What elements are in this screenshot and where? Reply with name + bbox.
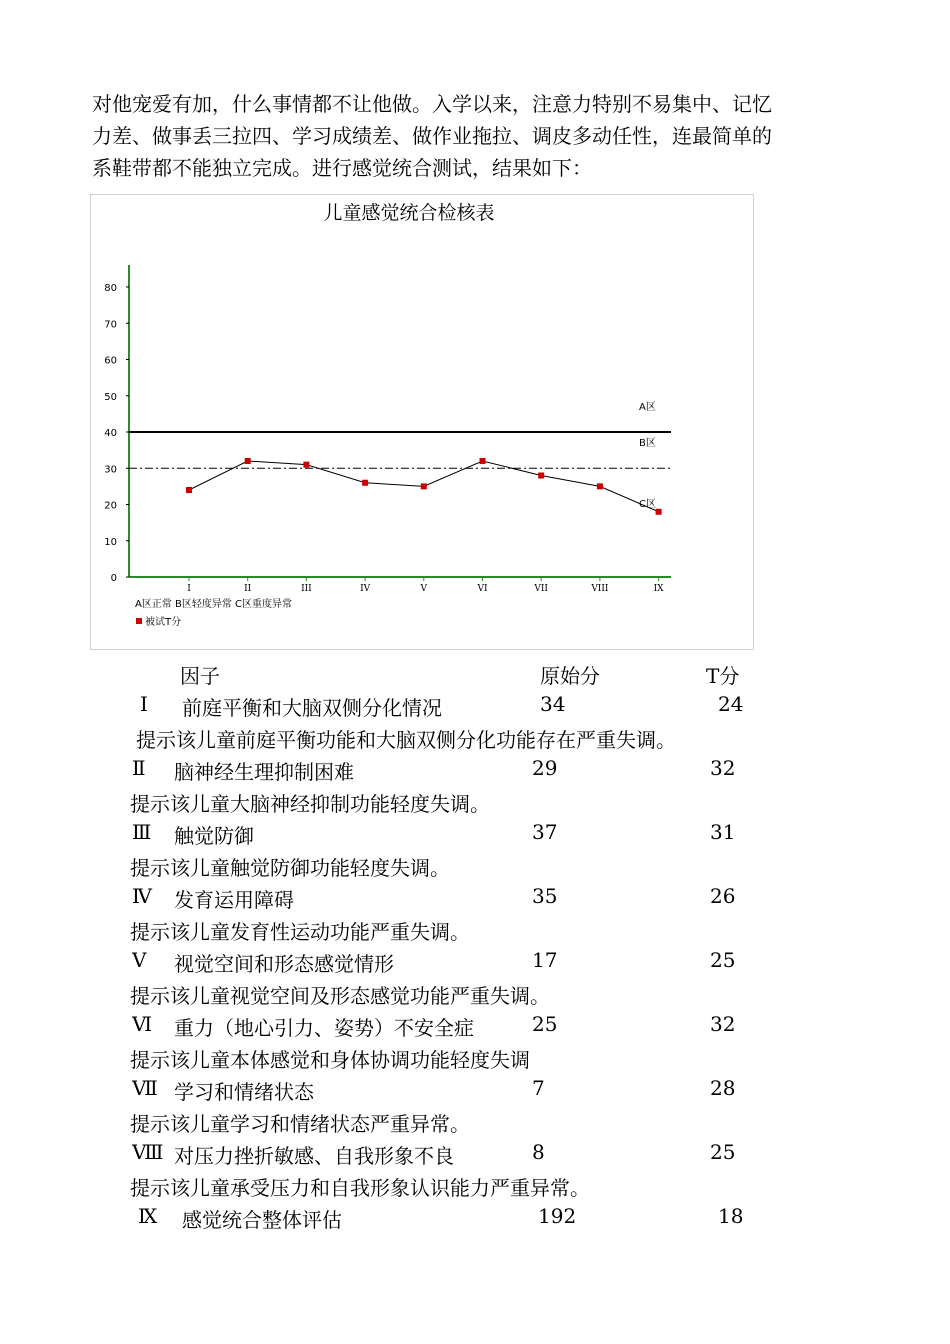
factor-note: 提示该儿童学习和情绪状态严重异常。 bbox=[130, 1112, 470, 1136]
raw-score: 35 bbox=[532, 884, 558, 908]
factor-name: 重力（地心引力、姿势）不安全症 bbox=[174, 1016, 474, 1040]
factor-number: Ⅸ bbox=[138, 1204, 158, 1228]
y-tick-label: 10 bbox=[104, 536, 117, 548]
t-score: 26 bbox=[710, 884, 736, 908]
zone-label-c: C区 bbox=[639, 499, 656, 510]
factor-note: 提示该儿童视觉空间及形态感觉功能严重失调。 bbox=[130, 984, 550, 1008]
data-point bbox=[480, 458, 486, 464]
raw-score: 25 bbox=[532, 1012, 558, 1036]
factor-number: Ⅳ bbox=[132, 884, 152, 908]
t-score: 25 bbox=[710, 1140, 736, 1164]
raw-score: 192 bbox=[538, 1204, 577, 1228]
intro-line: 系鞋带都不能独立完成。进行感觉统合测试，结果如下： bbox=[92, 156, 592, 180]
factor-name: 触觉防御 bbox=[174, 824, 254, 848]
x-tick-label: I bbox=[187, 584, 191, 594]
raw-score: 17 bbox=[532, 948, 558, 972]
t-score: 28 bbox=[710, 1076, 736, 1100]
data-point bbox=[538, 473, 544, 479]
data-point bbox=[656, 509, 662, 515]
table-header-raw: 原始分 bbox=[540, 664, 600, 688]
t-score: 18 bbox=[718, 1204, 744, 1228]
x-tick-label: V bbox=[420, 584, 428, 594]
raw-score: 7 bbox=[532, 1076, 545, 1100]
x-tick-label: VII bbox=[534, 584, 549, 594]
factor-number: Ⅱ bbox=[132, 756, 146, 780]
t-score: 25 bbox=[710, 948, 736, 972]
raw-score: 34 bbox=[540, 692, 566, 716]
data-point bbox=[186, 487, 192, 493]
data-point bbox=[421, 483, 427, 489]
factor-name: 视觉空间和形态感觉情形 bbox=[174, 952, 394, 976]
factor-number: Ⅷ bbox=[132, 1140, 164, 1164]
factor-number: Ⅰ bbox=[140, 692, 148, 716]
factor-number: Ⅲ bbox=[132, 820, 152, 844]
x-tick-label: III bbox=[301, 584, 312, 594]
factor-note: 提示该儿童发育性运动功能严重失调。 bbox=[130, 920, 470, 944]
y-tick-label: 80 bbox=[104, 283, 117, 294]
factor-name: 对压力挫折敏感、自我形象不良 bbox=[174, 1144, 454, 1168]
factor-note: 提示该儿童大脑神经抑制功能轻度失调。 bbox=[130, 792, 490, 816]
zone-label-b: B区 bbox=[639, 438, 656, 449]
legend-zones: A区正常 B区轻度异常 C区重度异常 bbox=[135, 599, 293, 610]
y-tick-label: 50 bbox=[104, 391, 117, 403]
factor-name: 发育运用障碍 bbox=[174, 888, 294, 912]
factor-number: Ⅴ bbox=[132, 948, 147, 972]
x-tick-label: IX bbox=[653, 584, 664, 594]
zone-label-a: A区 bbox=[639, 402, 656, 413]
legend-series-marker bbox=[136, 618, 142, 624]
y-tick-label: 60 bbox=[104, 355, 117, 367]
legend-series-label: 被试T分 bbox=[145, 617, 182, 628]
t-score: 32 bbox=[710, 1012, 736, 1036]
y-tick-label: 70 bbox=[104, 319, 117, 331]
factor-name: 感觉统合整体评估 bbox=[182, 1208, 342, 1232]
intro-line: 对他宠爱有加，什么事情都不让他做。入学以来，注意力特别不易集中、记忆 bbox=[92, 92, 772, 116]
x-tick-label: IV bbox=[360, 584, 371, 594]
y-tick-label: 40 bbox=[104, 428, 117, 439]
data-point bbox=[245, 458, 251, 464]
y-tick-label: 0 bbox=[110, 573, 117, 584]
x-tick-label: VIII bbox=[591, 584, 609, 594]
y-tick-label: 20 bbox=[104, 500, 117, 512]
data-point bbox=[303, 462, 309, 468]
factor-note: 提示该儿童承受压力和自我形象认识能力严重异常。 bbox=[130, 1176, 590, 1200]
chart-title: 儿童感觉统合检核表 bbox=[323, 202, 495, 224]
t-score: 32 bbox=[710, 756, 736, 780]
factor-note: 提示该儿童前庭平衡功能和大脑双侧分化功能存在严重失调。 bbox=[136, 728, 676, 752]
factor-note: 提示该儿童触觉防御功能轻度失调。 bbox=[130, 856, 450, 880]
factor-name: 前庭平衡和大脑双侧分化情况 bbox=[182, 696, 442, 720]
factor-number: Ⅶ bbox=[132, 1076, 158, 1100]
t-score: 24 bbox=[718, 692, 744, 716]
chart-svg bbox=[91, 195, 755, 651]
table-header-factor: 因子 bbox=[180, 664, 220, 688]
factor-name: 脑神经生理抑制困难 bbox=[174, 760, 354, 784]
raw-score: 8 bbox=[532, 1140, 545, 1164]
raw-score: 37 bbox=[532, 820, 558, 844]
y-tick-label: 30 bbox=[104, 464, 117, 476]
intro-paragraph bbox=[92, 88, 872, 184]
t-score: 31 bbox=[710, 820, 736, 844]
factor-name: 学习和情绪状态 bbox=[174, 1080, 314, 1104]
sensory-integration-chart bbox=[90, 194, 754, 650]
data-point bbox=[362, 480, 368, 486]
factor-note: 提示该儿童本体感觉和身体协调功能轻度失调 bbox=[130, 1048, 530, 1072]
data-point bbox=[597, 483, 603, 489]
table-header-t: T分 bbox=[706, 664, 740, 688]
x-tick-label: II bbox=[244, 584, 252, 594]
factor-number: Ⅵ bbox=[132, 1012, 153, 1036]
raw-score: 29 bbox=[532, 756, 558, 780]
intro-line: 力差、做事丢三拉四、学习成绩差、做作业拖拉、调皮多动任性，连最简单的 bbox=[92, 124, 772, 148]
x-tick-label: VI bbox=[477, 584, 488, 594]
